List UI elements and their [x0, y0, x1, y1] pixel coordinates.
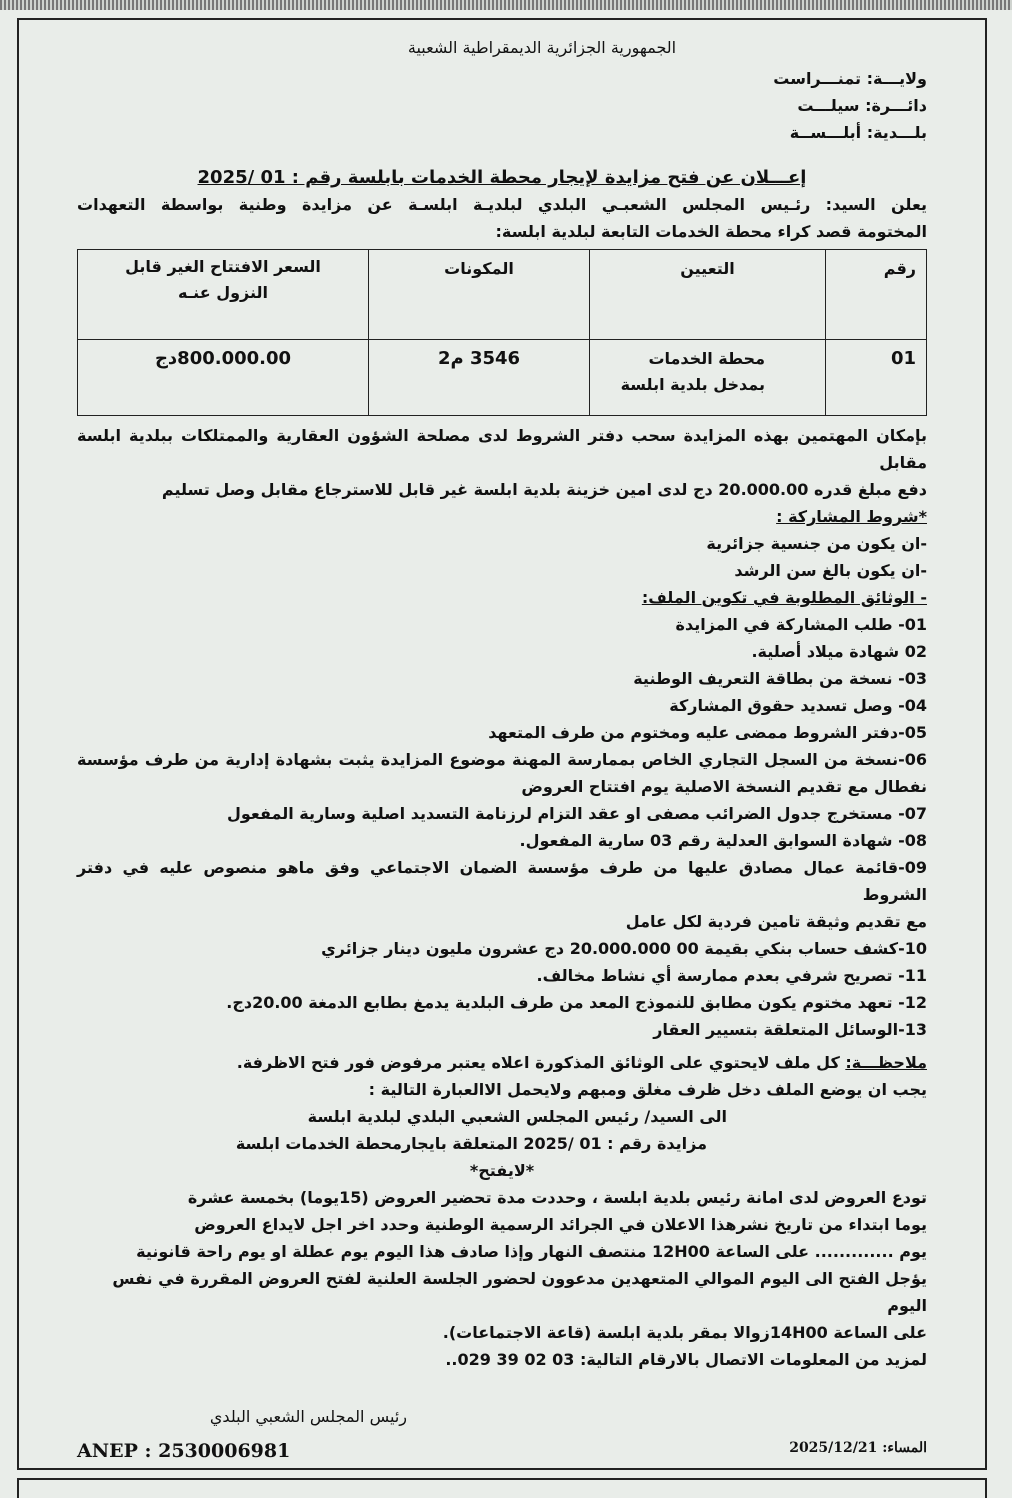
- cell-designation: محطة الخدمات بمدخل بلدية ابلسة: [590, 340, 826, 416]
- envelope-reference: مزايدة رقم : 01 /2025 المتعلقة بايجارمحطة الخدمات ابلسة: [235, 1134, 707, 1153]
- envelope-addressee: الى السيد/ رئيس المجلس الشعبي البلدي لبلدية ابلسة: [307, 1107, 727, 1126]
- deposit-line: على الساعة 14H00زوالا بمقر بلدية ابلسة (قاعة الاجتماعات).: [442, 1323, 927, 1342]
- intro-line: المختومة قصد كراء محطة الخدمات التابعة لبلدية ابلسة:: [495, 222, 927, 241]
- do-not-open: *لايفتح*: [469, 1161, 535, 1180]
- auction-table: [77, 249, 927, 416]
- envelope-line: يجب ان يوضع الملف دخل ظرف مغلق ومبهم ولايحمل الاالعبارة التالية :: [368, 1080, 927, 1099]
- daira: دائـــرة: سيلـــت: [797, 96, 927, 115]
- deposit-line: يوم ............. على الساعة 12H00 منتصف النهار وإذا صادف هذا اليوم يوم عطلة او يوم راحة قانونية: [136, 1242, 927, 1261]
- withdraw-line: دفع مبلغ قدره 20.000.00 دج لدى امين خزينة بلدية ابلسة غير قابل للاسترجاع مقابل وصل تسليم: [161, 480, 927, 499]
- document-item: 01- طلب المشاركة في المزايدة: [675, 615, 927, 634]
- wilaya: ولايـــة: تمنـــراست: [773, 69, 927, 88]
- document-item: 11- تصريح شرفي بعدم ممارسة أي نشاط مخالف.: [536, 966, 927, 985]
- col-components: المكونات: [369, 250, 590, 340]
- deposit-line: يؤجل الفتح الى اليوم الموالي المتعهدين مدعوون لحضور الجلسة العلنية لفتح العروض المقررة في نفس اليوم: [112, 1269, 927, 1315]
- deposit-line: تودع العروض لدى امانة رئيس بلدية ابلسة ، وحددت مدة تحضير العروض (15يوما) بخمسة عشرة: [187, 1188, 927, 1207]
- document-item: 13-الوسائل المتعلقة بتسيير العقار: [653, 1020, 927, 1039]
- next-announcement-frame: [17, 1478, 987, 1498]
- conditions-title-text: *شروط المشاركة :: [776, 507, 927, 526]
- col-number: رقم: [826, 250, 927, 340]
- note-text: كل ملف لايحتوي على الوثائق المذكورة اعلاه يعتبر مرفوض فور فتح الاظرفة.: [236, 1053, 846, 1072]
- note: [77, 1049, 927, 1076]
- cell-number: 01: [826, 340, 927, 416]
- anep-number: ANEP : 2530006981: [77, 1440, 291, 1462]
- condition-item: -ان يكون من جنسية جزائرية: [706, 534, 927, 553]
- announcement-frame: [17, 18, 987, 1470]
- note-label: ملاحظـــة:: [845, 1053, 927, 1072]
- document-item: 06-نسخة من السجل التجاري الخاص بممارسة المهنة موضوع المزايدة يثبت بشهادة إدارية من طرف مؤسسة: [77, 750, 927, 769]
- document-item: 07- مستخرج جدول الضرائب مصفى او عقد التزام لرزنامة التسديد اصلية وسارية المفعول: [227, 804, 927, 823]
- cell-components: 3546 م2: [369, 340, 590, 416]
- table-header-row: [78, 250, 927, 340]
- col-price: السعر الافتتاح الغير قابل النزول عنـه: [78, 250, 369, 340]
- document-item: 08- شهادة السوابق العدلية رقم 03 سارية المفعول.: [519, 831, 927, 850]
- document-item: 12- تعهد مختوم يكون مطابق للنموذج المعد من طرف البلدية يدمغ بطابع الدمغة 20.00دج.: [226, 993, 927, 1012]
- col-designation: التعيين: [590, 250, 826, 340]
- intro-line: يعلن السيد: رئـيس المجلس الشعبـي البلدي لبلديـة ابلسـة عن مزايدة وطنية بواسطة التعهدات: [77, 195, 927, 214]
- document-item: 04- وصل تسديد حقوق المشاركة: [669, 696, 927, 715]
- page-top-edge: [0, 0, 1012, 10]
- condition-item: -ان يكون بالغ سن الرشد: [734, 561, 927, 580]
- document-item: 05-دفتر الشروط ممضى عليه ومختوم من طرف المتعهد: [488, 723, 927, 742]
- deposit-line: يوما ابتداء من تاريخ نشرهذا الاعلان في الجرائد الرسمية الوطنية وحدد اخر اجل لايداع العروض: [194, 1215, 927, 1234]
- withdraw-line: بإمكان المهتمين بهذه المزايدة سحب دفتر الشروط لدى مصلحة الشؤون العقارية والممتلكات ببلدية ابلسة مقابل: [77, 426, 927, 472]
- document-item: 03- نسخة من بطاقة التعريف الوطنية: [633, 669, 927, 688]
- document-item: مع تقديم وثيقة تامين فردية لكل عامل: [625, 912, 927, 931]
- footer: [77, 1440, 927, 1462]
- cell-price: 800.000.00دج: [78, 340, 369, 416]
- signature: رئيس المجلس الشعبي البلدي: [209, 1407, 407, 1426]
- document-item: 02 شهادة ميلاد أصلية.: [751, 642, 927, 661]
- commune: بلـــدية: أبلـــســة: [789, 123, 927, 142]
- document-item: نفطال مع تقديم النسخة الاصلية يوم افتتاح العروض: [521, 777, 927, 796]
- conditions-title: [77, 503, 927, 530]
- announcement-title: إعـــلان عن فتح مزايدة لإيجار محطة الخدمات بابلسة رقم : 01 /2025: [197, 167, 807, 188]
- document-item: 09-قائمة عمال مصادق عليها من طرف مؤسسة الضمان الاجتماعي وفق ماهو منصوص عليه في دفتر الشروط: [77, 858, 927, 904]
- publication-date: المساء: 2025/12/21: [789, 1440, 927, 1456]
- documents-title: [77, 584, 927, 611]
- documents-title-text: - الوثائق المطلوبة في تكوين الملف:: [641, 588, 927, 607]
- document-item: 10-كشف حساب بنكي بقيمة 00 20.000.000 دج عشرون مليون دينار جزائري: [321, 939, 927, 958]
- republic-heading: الجمهورية الجزائرية الديمقراطية الشعبية: [407, 38, 677, 57]
- contact-phone: لمزيد من المعلومات الاتصال بالارقام التالية: 03 02 39 029..: [445, 1350, 927, 1369]
- table-row: [78, 340, 927, 416]
